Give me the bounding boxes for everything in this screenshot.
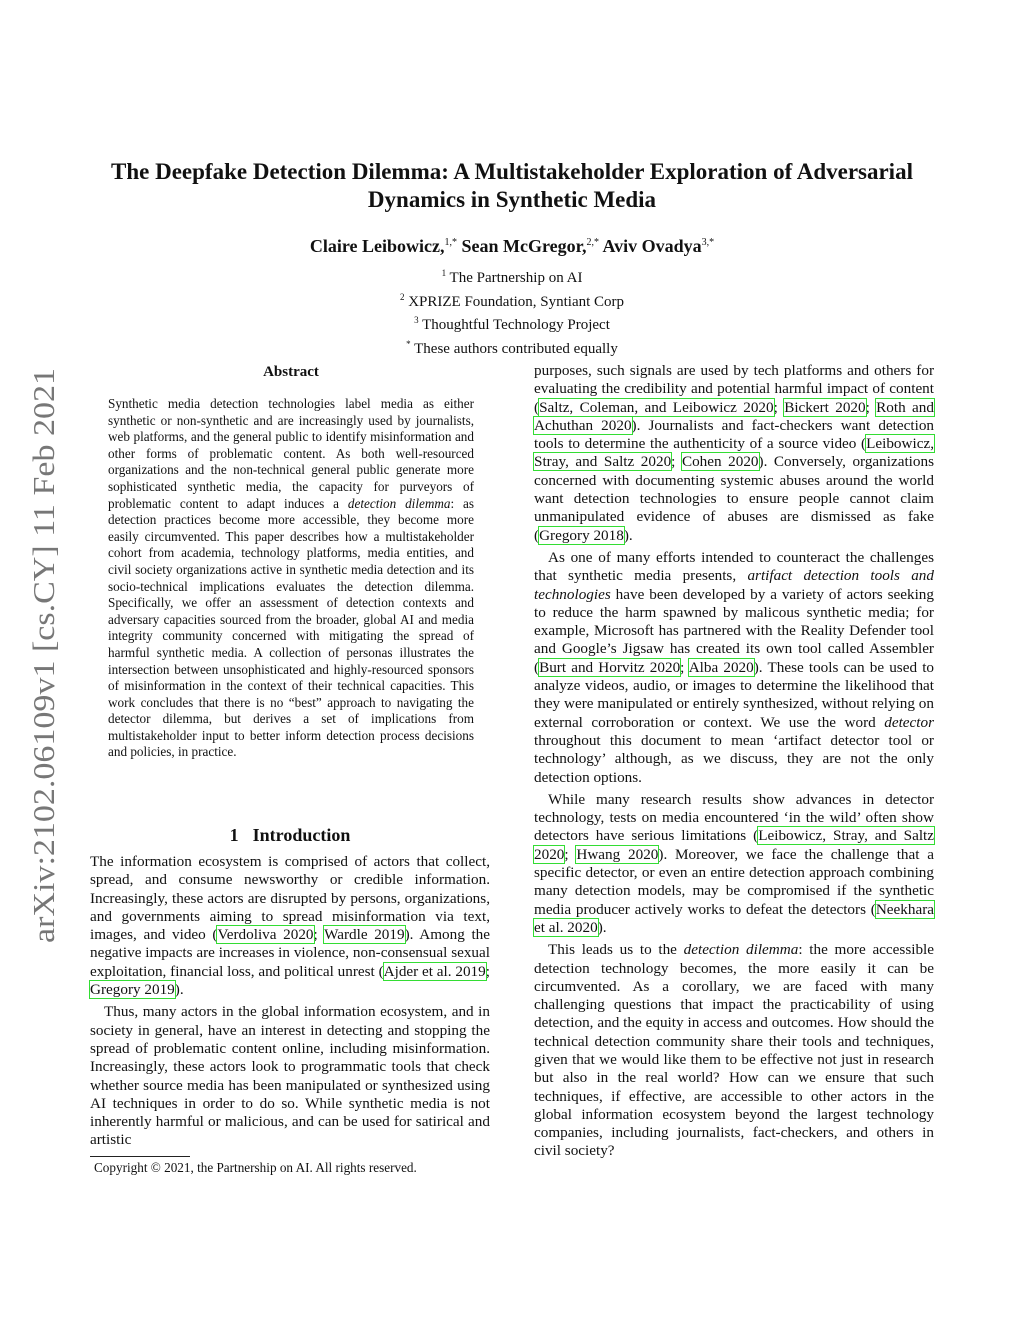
text-run: ). xyxy=(174,981,184,999)
citation-link[interactable]: Gregory 2019 xyxy=(90,981,175,999)
affiliation-mark: * xyxy=(406,338,411,349)
text-run: ). These tools can be used to analyze videos, audio, or images to determine the likelihood that they were manipulated or entirely synthesized, without relying on external corroboration or context. We use the word xyxy=(534,658,935,731)
citation-link[interactable]: Alba 2020 xyxy=(688,658,754,676)
text-run: ). Journalists and fact-checkers want detection tools to determine the authenticity of a source video ( xyxy=(534,416,935,453)
affiliation-text: These authors contributed equally xyxy=(414,340,618,357)
abstract-part: : as detection practices become more accessible, they become more easily circumvented. This paper describes how a multistakeholder cohort from academia, technology platforms, media entities, and civil society organizations active in synthetic media detection and its socio-technical implications evaluates the detection dilemma. Specifically, we offer an assessment of detection contexts and adversary capacities sourced from the broader, global AI and media integrity community concerned with mitigating the spread of harmful synthetic media. A collection of personas illustrates the intersection between unsophisticated and highly-resourced sponsors of misinformation in the context of their technical capacities. This work concludes that there is no “best” approach to navigating the detector dilemma, but derives a set of implications from multistakeholder input to better inform detection process decisions and policies, in practice. xyxy=(108,495,475,760)
text-run: ; xyxy=(313,926,325,944)
paragraph xyxy=(534,549,934,787)
paragraph: Thus, many actors in the global information ecosystem, and in society in general, have an interest in detecting and stopping the spread of problematic content online, including misinformation. Increasingly, these actors look to programmatic tools that check whether source media has been manipulated or synthesized using AI techniques in order to do so. While synthetic media is not inherently harmful or malicious, and can be used for satirical and artistic xyxy=(90,1003,490,1149)
author-name: Aviv Ovadya xyxy=(602,236,702,256)
citation-link[interactable]: Neekhara et al. 2020 xyxy=(534,900,934,936)
text-run: While many research results show advances in detector technology, tests on media encountered ‘in the wild’ often show detectors have serious limitations ( xyxy=(534,790,934,845)
author-affiliation-mark: 1,* xyxy=(444,237,457,248)
text-run: ; xyxy=(671,453,682,471)
paragraph xyxy=(534,791,934,937)
citation-link[interactable]: Burt and Horvitz 2020 xyxy=(539,658,681,676)
affiliation-text: XPRIZE Foundation, Syntiant Corp xyxy=(408,293,625,310)
text-run: As one of many efforts intended to counteract the challenges that synthetic media presents, xyxy=(534,548,934,585)
text-run: This leads us to the xyxy=(548,941,684,959)
affiliation xyxy=(60,311,964,335)
footnote-rule xyxy=(90,1156,190,1157)
text-run: have been developed by a variety of actors seeking to reduce the harm spawned by malicous synthetic media; for example, Microsoft has partnered with the Reality Defender tool and Google’s Jigsaw has created its own tool called Assembler ( xyxy=(534,585,934,676)
arxiv-id-text: arXiv:2102.06109v1 [cs.CY] 11 Feb 2021 xyxy=(26,418,61,943)
section-heading xyxy=(90,825,490,846)
emphasis: detector xyxy=(884,713,934,731)
emphasis: detection dilemma xyxy=(683,941,799,959)
citation-link[interactable]: Verdoliva 2020 xyxy=(217,926,314,944)
arxiv-identifier xyxy=(10,365,70,945)
section-number: 1 xyxy=(229,825,239,845)
abstract-heading: Abstract xyxy=(263,364,319,380)
abstract-part: Synthetic media detection technologies label media as either synthetic or non-synthetic and are increasingly used by journalists, web platforms, and the general public to identify misinformation and other forms of problematic content. As both well-resourced organizations and the non-technical general public generate more sophisticated synthetic media, the capacity for purveyors of problematic content to adapt induces a xyxy=(108,396,474,511)
affiliation-list xyxy=(60,264,964,358)
text-run: ; xyxy=(865,398,877,416)
section-title: Introduction xyxy=(252,825,351,845)
author-name: Claire Leibowicz, xyxy=(309,236,445,256)
left-column-body xyxy=(90,853,490,1154)
citation-link[interactable]: Ajder et al. 2019 xyxy=(383,962,486,980)
text-run: purposes, such signals are used by tech platforms and others for evaluating the credibility and potential harmful impact of content ( xyxy=(534,362,934,416)
text-run: ; xyxy=(564,845,577,863)
copyright-footnote: Copyright © 2021, the Partnership on AI. All rights reserved. xyxy=(94,1160,417,1175)
citation-link[interactable]: Hwang 2020 xyxy=(576,845,659,863)
paper-title xyxy=(60,158,964,214)
author-name: Sean McGregor, xyxy=(461,236,587,256)
citation-link[interactable]: Cohen 2020 xyxy=(681,453,759,471)
author-affiliation-mark: 2,* xyxy=(586,237,599,248)
affiliation-text: The Partnership on AI xyxy=(449,270,583,286)
text-run: ). Conversely, organizations concerned with documenting systemic abuses around the world want detection technologies to ensure people cannot claim unmanipulated evidence of abuses are dismissed as fake ( xyxy=(534,453,934,544)
title-line-2: Dynamics in Synthetic Media xyxy=(367,187,657,212)
text-run: throughout this document to mean ‘artifact detector tool or technology’ although, as we discuss, they are not the only detection options. xyxy=(534,731,934,786)
affiliation-text: Thoughtful Technology Project xyxy=(422,317,610,333)
text-run: ; xyxy=(485,962,490,980)
text-run: The information ecosystem is comprised of actors that collect, spread, and consume newsworthy or credible information. Increasingly, these actors are disrupted by persons, organizations, and governments aiming to spread misinformation via text, images, and video ( xyxy=(90,853,490,944)
abstract-text xyxy=(108,396,474,761)
affiliation-mark: 1 xyxy=(441,268,447,278)
citation-link[interactable]: Saltz, Coleman, and Leibowicz 2020 xyxy=(539,398,774,416)
text-run: ; xyxy=(680,658,689,676)
author-list xyxy=(60,236,964,257)
affiliation xyxy=(60,335,964,359)
paragraph xyxy=(534,941,934,1161)
affiliation xyxy=(60,264,964,288)
citation-link[interactable]: Leibowicz, Stray, and Saltz 2020 xyxy=(534,435,934,471)
paragraph xyxy=(90,853,490,999)
abstract-emphasis: detection dilemma xyxy=(347,495,451,511)
text-run: ). xyxy=(623,526,633,544)
title-line-1: The Deepfake Detection Dilemma: A Multistakeholder Exploration of Adversarial xyxy=(111,159,913,184)
citation-link[interactable]: Roth and Achuthan 2020 xyxy=(534,398,934,434)
emphasis: artifact detection tools and technologies xyxy=(534,567,934,603)
text-run: ). Moreover, we face the challenge that a specific detector, or even an entire detection approach combining many detection models, may be compromised if the synthetic media producer actively works to defeat the detectors ( xyxy=(534,845,934,918)
citation-link[interactable]: Bickert 2020 xyxy=(784,398,866,416)
text-run: ). Among the negative impacts are increases in violence, non-consensual sexual exploitation, financial loss, and political unrest ( xyxy=(90,926,490,980)
citation-link[interactable]: Wardle 2019 xyxy=(324,926,405,944)
text-run: ; xyxy=(773,398,785,416)
author-affiliation-mark: 3,* xyxy=(701,237,715,248)
text-run: : the more accessible detection technology becomes, the more easily it can be circumvented. As a corollary, we are faced with many challenging questions that impact the practicability of using detection, and the equity in access and outcomes. How should the technical detection community share their tools and techniques, given that we would like them to be effective not just in research but also in the real world? How can we ensure that such techniques, if effective, are accessible to other actors in the global information ecosystem beyond the largest technology companies, including journalists, fact-checkers, and others in civil society? xyxy=(534,941,935,1160)
right-column-body xyxy=(534,362,934,1165)
affiliation-mark: 2 xyxy=(399,291,405,302)
text-run: ). xyxy=(597,918,607,936)
citation-link[interactable]: Gregory 2018 xyxy=(539,526,624,544)
citation-link[interactable]: Leibowicz, Stray, and Saltz 2020 xyxy=(534,827,934,863)
affiliation-mark: 3 xyxy=(414,315,419,325)
affiliation xyxy=(60,288,964,312)
paragraph xyxy=(534,362,934,545)
